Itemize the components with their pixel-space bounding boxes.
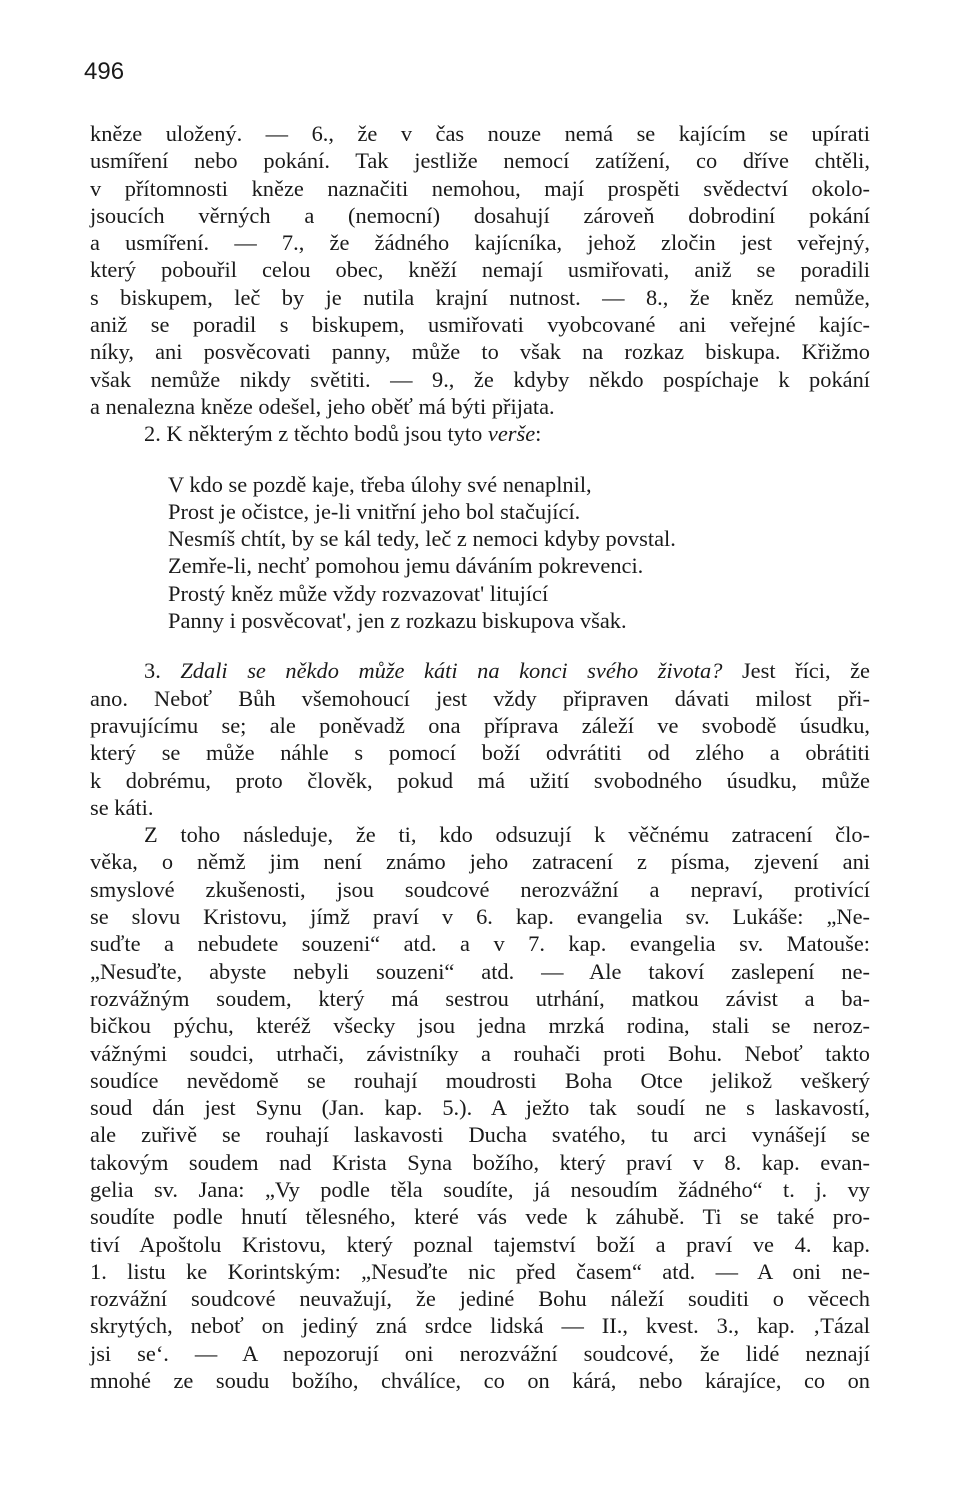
text-line: aniž se poradil s biskupem, usmiřovati vyobcované ani veřejné kajíc- — [90, 312, 870, 338]
verse-line: V kdo se pozdě kaje, třeba úlohy své nenaplnil, — [168, 471, 592, 497]
text-line: s biskupem, leč by je nutila krajní nutnost. — 8., že kněz nemůže, — [90, 284, 870, 310]
text-line: ano. Neboť Bůh všemohoucí jest vždy připraven dávati milost při- — [90, 685, 870, 711]
paragraph-2 — [90, 420, 870, 447]
text-line: soudíce nevědomě se rouhají moudrosti Boha Otce jelikož veškerý — [90, 1067, 870, 1093]
page-number: 496 — [84, 58, 125, 85]
text-line: se káti. — [90, 794, 154, 820]
text-line: gelia sv. Jana: „Vy podle těla soudíte, já nesoudím žádného“ t. j. vy — [90, 1176, 870, 1202]
text-line: rozvážným soudem, který má sestrou utrhání, matkou závist a ba- — [90, 985, 870, 1011]
spacer — [90, 448, 870, 471]
text-line: rozvážní soudcové neuvažují, že jediné Bohu náleží souditi o věcech — [90, 1286, 870, 1312]
text-line: skrytých, neboť on jediný zná srdce lidská — II., kvest. 3., kap. ‚Tázal — [90, 1313, 870, 1339]
paragraph-3 — [90, 657, 870, 821]
text-line: 1. listu ke Korintským: „Nesuďte nic před časem“ atd. — A oni ne- — [90, 1258, 870, 1284]
text-line: soudíte podle hnutí tělesného, které vás vede k záhubě. Ti se také pro- — [90, 1204, 870, 1230]
paragraph-1 — [90, 120, 870, 420]
paragraph-2-text: 2. K některým z těchto bodů jsou tyto — [144, 421, 488, 447]
text-line: usmíření nebo pokání. Tak jestliže nemocí zatížení, co dříve chtěli, — [90, 148, 870, 174]
text-line: v přítomnosti kněze naznačiti nemohou, mají prospěti svědectví okolo- — [90, 175, 870, 201]
text-line: takovým soudem nad Krista Syna božího, který praví v 8. kap. evan- — [90, 1149, 870, 1175]
paragraph-3-first-line — [90, 657, 870, 684]
text-line: bičkou pýchu, kteréž všecky jsou jedna mrzká rodina, stali se neroz- — [90, 1013, 870, 1039]
paragraph-3-number: 3. — [144, 658, 181, 684]
text-line: jsi se‘. — A nepozorují oni nerozvážní soudcové, že lidé neznají — [90, 1340, 870, 1366]
spacer — [90, 634, 870, 657]
paragraph-2-emphasis: verše — [487, 421, 536, 447]
text-line: kněze uložený. — 6., že v čas nouze nemá se kajícím se upírati — [90, 121, 870, 146]
text-line: suďte a nebudete souzeni“ atd. a v 7. kap. evangelia sv. Matouše: — [90, 931, 870, 957]
text-line: níky, ani posvěcovati panny, může to však na rozkaz biskupa. Křižmo — [90, 339, 870, 365]
text-line: tiví Apoštolu Kristovu, který poznal tajemství boží a praví ve 4. kap. — [90, 1231, 870, 1257]
verse-line: Prost je očistce, je-li vnitřní jeho bol stačující. — [168, 498, 581, 524]
text-line: vážnými soudci, utrhači, závistníky a rouhači proti Bohu. Neboť takto — [90, 1040, 870, 1066]
text-line: se slovu Kristovu, jímž praví v 6. kap. evangelia sv. Lukáše: „Ne- — [90, 904, 870, 930]
text-line: který se může náhle s pomocí boží odvrátiti od zlého a obrátiti — [90, 740, 870, 766]
paragraph-2-colon: : — [535, 421, 542, 447]
paragraph-3-answer-start: Jest říci, že — [722, 658, 870, 684]
verse-line: Nesmíš chtít, by se kál tedy, leč z nemoci kdyby povstal. — [168, 526, 676, 552]
text-line: a nenalezna kněze odešel, jeho oběť má býti přijata. — [90, 393, 555, 419]
text-line: však nemůže nikdy světiti. — 9., že kdyby někdo pospíchaje k pokání — [90, 366, 870, 392]
text-line: Z toho následuje, že ti, kdo odsuzují k věčnému zatracení člo- — [144, 822, 870, 848]
text-line: věka, o němž jim není známo jeho zatracení z písma, zjevení ani — [90, 849, 870, 875]
text-line: jsoucích věrných a (nemocní) dosahují zároveň dobrodiní pokání — [90, 202, 870, 228]
text-line: smyslové zkušenosti, jsou soudcové nerozvážní a nepraví, protivící — [90, 876, 870, 902]
verse-line: Panny i posvěcovat', jen z rozkazu biskupova však. — [168, 608, 627, 634]
text-line: soud dán jest Synu (Jan. kap. 5.). A ježto tak soudí ne s laskavostí, — [90, 1095, 870, 1121]
body-text — [90, 120, 870, 1394]
text-line: ale zuřivě se rouhají laskavosti Ducha svatého, tu arci vynášejí se — [90, 1122, 870, 1148]
text-line: „Nesuďte, abyste nebyli souzeni“ atd. — Ale takoví zaslepení ne- — [90, 958, 870, 984]
verse-block — [90, 471, 870, 635]
paragraph-4 — [90, 821, 870, 1394]
verse-line: Prostý kněz může vždy rozvazovat' litující — [168, 580, 549, 606]
text-line: pravujícímu se; ale poněvadž ona příprava záleží ve svobodě úsudku, — [90, 712, 870, 738]
paragraph-3-question: Zdali se někdo může káti na konci svého života? — [180, 658, 723, 684]
text-line: který pobouřil celou obec, kněží nemají usmiřovati, aniž se poradili — [90, 257, 870, 283]
text-line: k dobrému, proto člověk, pokud má užití svobodného úsudku, může — [90, 767, 870, 793]
verse-line: Zemře-li, nechť pomohou jemu dáváním pokrevenci. — [168, 553, 644, 579]
text-line: mnohé ze soudu božího, chválíce, co on kárá, nebo kárajíce, co on — [90, 1368, 870, 1394]
text-line: a usmíření. — 7., že žádného kajícníka, jehož zločin jest veřejný, — [90, 230, 870, 256]
